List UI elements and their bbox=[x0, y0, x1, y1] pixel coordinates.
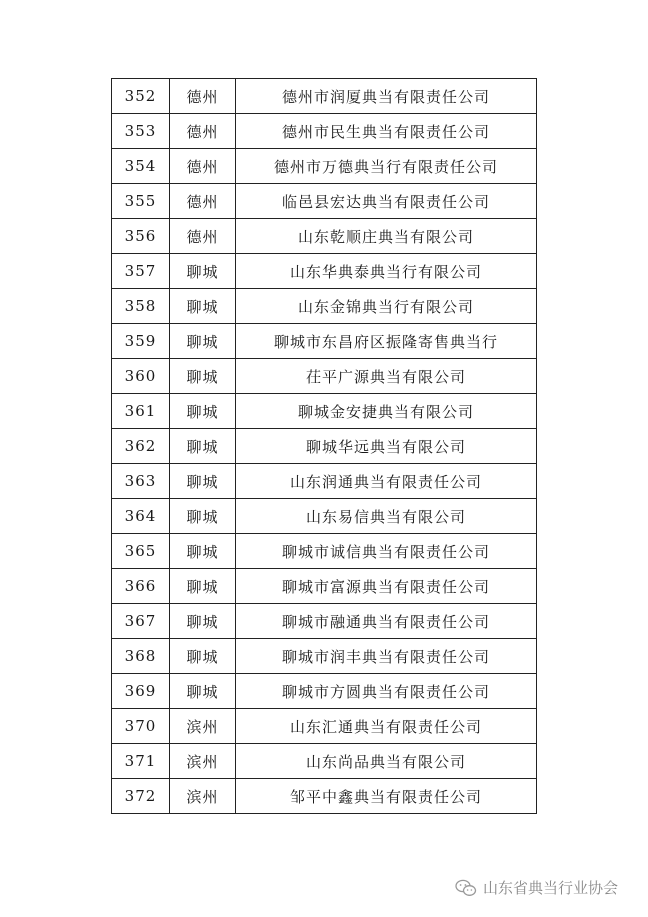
table-row bbox=[112, 744, 537, 779]
row-city: 聊城 bbox=[170, 289, 236, 324]
table-row bbox=[112, 184, 537, 219]
row-company-name: 聊城金安捷典当有限公司 bbox=[236, 394, 537, 429]
row-number: 357 bbox=[112, 254, 170, 289]
table-row bbox=[112, 359, 537, 394]
row-company-name: 山东华典泰典当行有限公司 bbox=[236, 254, 537, 289]
row-company-name: 聊城市诚信典当有限责任公司 bbox=[236, 534, 537, 569]
row-number: 362 bbox=[112, 429, 170, 464]
row-city: 德州 bbox=[170, 219, 236, 254]
row-number: 359 bbox=[112, 324, 170, 359]
table-row bbox=[112, 464, 537, 499]
row-city: 聊城 bbox=[170, 359, 236, 394]
row-number: 360 bbox=[112, 359, 170, 394]
row-number: 368 bbox=[112, 639, 170, 674]
row-company-name: 邹平中鑫典当有限责任公司 bbox=[236, 779, 537, 814]
table-row bbox=[112, 499, 537, 534]
row-company-name: 聊城市东昌府区振隆寄售典当行 bbox=[236, 324, 537, 359]
row-number: 352 bbox=[112, 79, 170, 114]
row-city: 滨州 bbox=[170, 744, 236, 779]
row-number: 367 bbox=[112, 604, 170, 639]
row-city: 德州 bbox=[170, 114, 236, 149]
table-row bbox=[112, 254, 537, 289]
row-company-name: 茌平广源典当有限公司 bbox=[236, 359, 537, 394]
row-number: 353 bbox=[112, 114, 170, 149]
row-company-name: 聊城华远典当有限公司 bbox=[236, 429, 537, 464]
row-company-name: 德州市民生典当有限责任公司 bbox=[236, 114, 537, 149]
row-number: 371 bbox=[112, 744, 170, 779]
row-number: 361 bbox=[112, 394, 170, 429]
table-row bbox=[112, 219, 537, 254]
table-row bbox=[112, 289, 537, 324]
row-company-name: 德州市万德典当行有限责任公司 bbox=[236, 149, 537, 184]
row-company-name: 聊城市润丰典当有限责任公司 bbox=[236, 639, 537, 674]
watermark-text: 山东省典当行业协会 bbox=[483, 879, 619, 897]
row-city: 滨州 bbox=[170, 779, 236, 814]
row-city: 聊城 bbox=[170, 674, 236, 709]
row-company-name: 聊城市富源典当有限责任公司 bbox=[236, 569, 537, 604]
table-row bbox=[112, 709, 537, 744]
table-row bbox=[112, 674, 537, 709]
table-row bbox=[112, 604, 537, 639]
row-city: 聊城 bbox=[170, 569, 236, 604]
row-number: 363 bbox=[112, 464, 170, 499]
row-number: 358 bbox=[112, 289, 170, 324]
row-number: 370 bbox=[112, 709, 170, 744]
row-company-name: 山东易信典当有限公司 bbox=[236, 499, 537, 534]
table-row bbox=[112, 79, 537, 114]
company-table bbox=[111, 78, 537, 814]
table-row bbox=[112, 149, 537, 184]
table-body bbox=[112, 79, 537, 814]
row-city: 聊城 bbox=[170, 639, 236, 674]
row-city: 德州 bbox=[170, 79, 236, 114]
row-city: 聊城 bbox=[170, 534, 236, 569]
row-city: 聊城 bbox=[170, 604, 236, 639]
row-number: 365 bbox=[112, 534, 170, 569]
wechat-icon bbox=[455, 879, 477, 897]
row-company-name: 聊城市融通典当有限责任公司 bbox=[236, 604, 537, 639]
table-row bbox=[112, 534, 537, 569]
row-city: 聊城 bbox=[170, 429, 236, 464]
row-city: 德州 bbox=[170, 149, 236, 184]
row-number: 372 bbox=[112, 779, 170, 814]
table-row bbox=[112, 779, 537, 814]
row-company-name: 聊城市方圆典当有限责任公司 bbox=[236, 674, 537, 709]
row-city: 聊城 bbox=[170, 394, 236, 429]
row-number: 356 bbox=[112, 219, 170, 254]
row-city: 聊城 bbox=[170, 499, 236, 534]
table-row bbox=[112, 394, 537, 429]
table-row bbox=[112, 324, 537, 359]
row-city: 聊城 bbox=[170, 254, 236, 289]
row-city: 聊城 bbox=[170, 324, 236, 359]
row-number: 354 bbox=[112, 149, 170, 184]
table-row bbox=[112, 569, 537, 604]
row-number: 364 bbox=[112, 499, 170, 534]
row-company-name: 山东汇通典当有限责任公司 bbox=[236, 709, 537, 744]
row-city: 滨州 bbox=[170, 709, 236, 744]
row-company-name: 山东润通典当有限责任公司 bbox=[236, 464, 537, 499]
row-number: 369 bbox=[112, 674, 170, 709]
watermark bbox=[455, 877, 618, 898]
row-number: 355 bbox=[112, 184, 170, 219]
row-company-name: 山东尚品典当有限公司 bbox=[236, 744, 537, 779]
table-row bbox=[112, 429, 537, 464]
table-row bbox=[112, 114, 537, 149]
row-company-name: 临邑县宏达典当有限责任公司 bbox=[236, 184, 537, 219]
row-company-name: 德州市润厦典当有限责任公司 bbox=[236, 79, 537, 114]
row-company-name: 山东金锦典当行有限公司 bbox=[236, 289, 537, 324]
row-company-name: 山东乾顺庄典当有限公司 bbox=[236, 219, 537, 254]
row-city: 德州 bbox=[170, 184, 236, 219]
table-row bbox=[112, 639, 537, 674]
row-number: 366 bbox=[112, 569, 170, 604]
row-city: 聊城 bbox=[170, 464, 236, 499]
